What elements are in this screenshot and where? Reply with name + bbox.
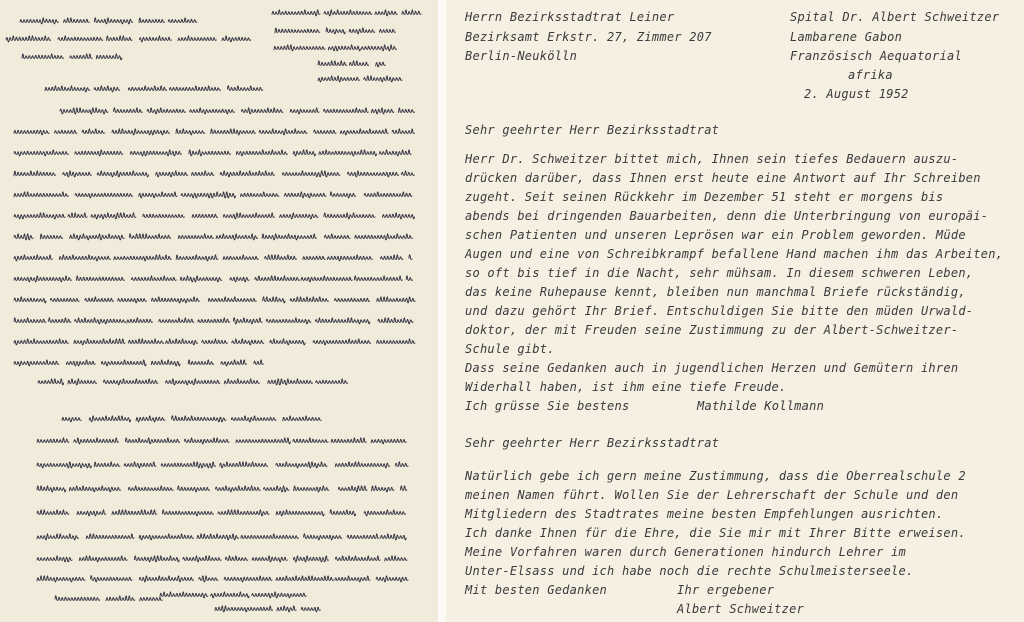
handwriting-line	[14, 213, 415, 219]
handwriting-line	[22, 54, 122, 60]
closing-1: Ich grüsse Sie bestens	[465, 399, 630, 413]
handwriting-line	[37, 576, 408, 582]
handwriting-line	[14, 129, 415, 135]
recipient-line-3: Berlin-Neukölln	[465, 49, 578, 63]
handwriting-line	[14, 234, 412, 240]
handwritten-letter-image	[0, 0, 438, 622]
handwriting-line	[160, 592, 306, 598]
signature-2: Albert Schweitzer	[677, 602, 805, 616]
handwriting-line	[37, 462, 408, 468]
body-1-line: Dass seine Gedanken auch in jugendlichen Herzen und Gemütern ihren	[465, 361, 959, 375]
body-1-line: Augen und eine von Schreibkrampf befallene Hand machen ihm das Arbeiten,	[465, 247, 1004, 261]
body-1-line: abends bei dringenden Bauarbeiten, denn die Unterbringung von europäi-	[465, 209, 989, 223]
body-1-line: Herr Dr. Schweitzer bittet mich, Ihnen sein tiefes Bedauern auszu-	[465, 152, 959, 166]
salutation-1: Sehr geehrter Herr Bezirksstadtrat	[465, 123, 720, 137]
handwriting-line	[37, 486, 407, 492]
handwriting-line	[14, 276, 413, 282]
handwriting-line	[6, 36, 251, 42]
body-2-line: meinen Namen führt. Wollen Sie der Lehrerschaft der Schule und den	[465, 488, 959, 502]
handwriting-line	[14, 360, 263, 366]
handwriting-line	[272, 10, 421, 16]
handwriting-line	[37, 534, 406, 540]
body-1-line: Schule gibt.	[465, 342, 555, 356]
handwriting-line	[275, 28, 396, 34]
handwriting-line	[14, 297, 415, 303]
sender-line-1: Spital Dr. Albert Schweitzer	[790, 10, 1000, 24]
body-2-line: Natürlich gebe ich gern meine Zustimmung, dass die Oberrealschule 2	[465, 469, 966, 483]
closing-2-ergebener: Ihr ergebener	[677, 583, 775, 597]
page-gutter	[438, 0, 446, 622]
handwriting-scan	[0, 0, 438, 622]
sender-line-2: Lambarene Gabon	[790, 30, 903, 44]
sender-line-3: Französisch Aequatorial	[790, 49, 962, 63]
salutation-2: Sehr geehrter Herr Bezirksstadtrat	[465, 436, 720, 450]
handwriting-line	[37, 556, 407, 562]
handwriting-line	[37, 510, 406, 516]
body-1-line: Widerhall haben, ist ihm eine tiefe Freude.	[465, 380, 787, 394]
handwriting-line	[20, 18, 197, 24]
handwriting-line	[14, 339, 415, 345]
letter-date: 2. August 1952	[804, 87, 909, 101]
handwriting-line	[318, 61, 385, 67]
handwriting-line	[14, 192, 412, 198]
body-1-line: zugeht. Seit seinen Rückkehr im Dezember 51 steht er morgens bis	[465, 190, 944, 204]
handwriting-line	[38, 379, 348, 385]
typed-transcription	[446, 0, 1024, 622]
handwriting-line	[14, 150, 411, 156]
body-1-line: schen Patienten und unseren Leprösen war ein Problem geworden. Müde	[465, 228, 966, 242]
handwriting-line	[37, 438, 406, 444]
body-1-line: doktor, der mit Freuden seine Zustimmung zu der Albert-Schweitzer-	[465, 323, 959, 337]
handwriting-line	[55, 596, 162, 601]
handwriting-line	[14, 318, 413, 324]
handwriting-line	[45, 86, 263, 92]
body-2-line: Ich danke Ihnen für die Ehre, die Sie mir mit Ihrer Bitte erweisen.	[465, 526, 966, 540]
body-1-line: so oft bis tief in die Nacht, sehr mühsam. In diesem schweren Leben,	[465, 266, 974, 280]
body-1-line: drücken darüber, dass Ihnen erst heute eine Antwort auf Ihr Schreiben	[465, 171, 981, 185]
recipient-line-2: Bezirksamt Erkstr. 27, Zimmer 207	[465, 30, 712, 44]
handwriting-line	[14, 171, 414, 177]
body-1-line: das keine Ruhepause kennt, bleiben nun manchmal Briefe rückständig,	[465, 285, 966, 299]
handwriting-line	[215, 606, 320, 612]
body-2-line: Meine Vorfahren waren durch Generationen hindurch Lehrer im	[465, 545, 907, 559]
closing-2: Mit besten Gedanken	[465, 583, 608, 597]
recipient-line-1: Herrn Bezirksstadtrat Leiner	[465, 10, 675, 24]
body-2-line: Mitgliedern des Stadtrates meine besten Empfehlungen ausrichten.	[465, 507, 944, 521]
sender-line-4: afrika	[848, 68, 893, 82]
body-1-line: und dazu gehört Ihr Brief. Entschuldigen Sie bitte den müden Urwald-	[465, 304, 974, 318]
handwriting-line	[60, 108, 415, 114]
handwriting-line	[14, 255, 412, 261]
handwriting-line	[318, 76, 402, 82]
body-2-line: Unter-Elsass und ich habe noch die rechte Schulmeisterseele.	[465, 564, 914, 578]
signature-1: Mathilde Kollmann	[697, 399, 825, 413]
handwriting-line	[62, 416, 321, 422]
handwriting-line	[274, 45, 397, 51]
